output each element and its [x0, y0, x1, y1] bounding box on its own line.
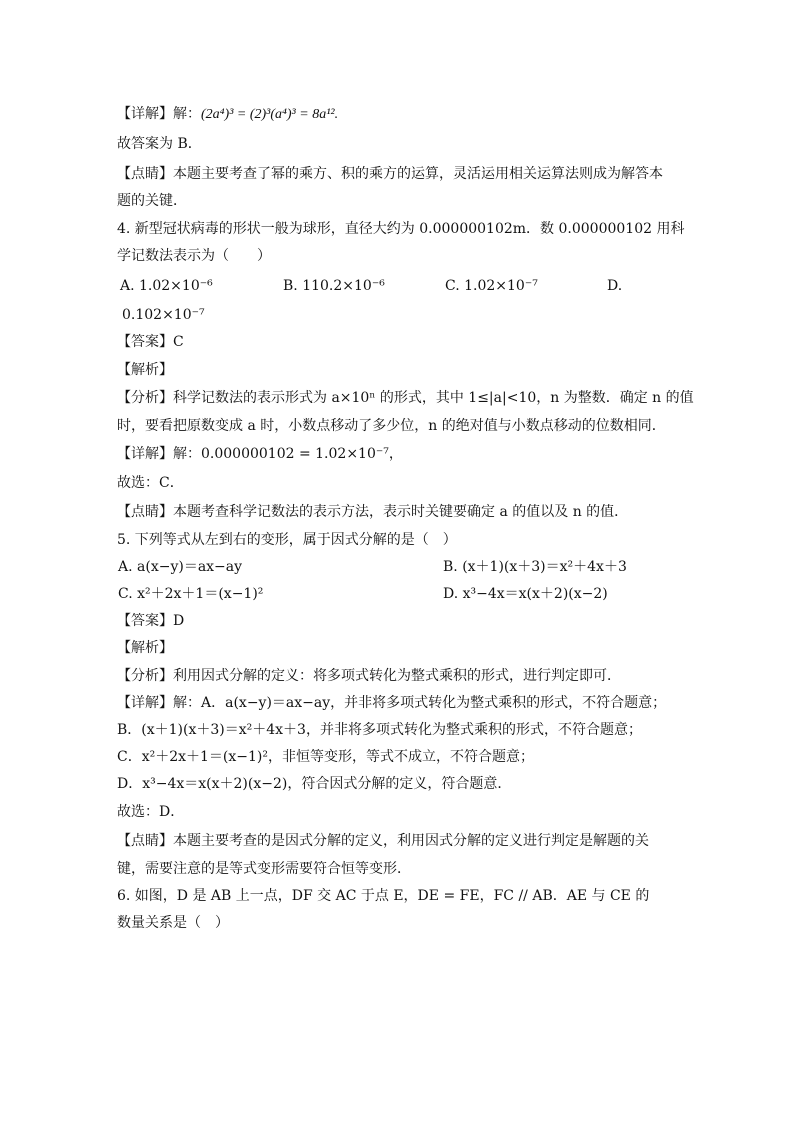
- q5-answer: 【答案】D: [117, 613, 185, 629]
- detail-line-q3: [117, 104, 338, 125]
- q5-option-b: B. (x＋1)(x＋3)＝x²＋4x＋3: [443, 559, 627, 575]
- q4-option-d: D.: [607, 278, 623, 294]
- comment-line-1: 【点睛】本题主要考查了幂的乘方、积的乘方的运算，灵活运用相关运算法则成为解答本: [117, 166, 663, 182]
- q5-detail-4: D．x³−4x＝x(x＋2)(x−2)，符合因式分解的定义，符合题意．: [117, 776, 512, 792]
- q4-detail: 【详解】解：0.000000102 = 1.02×10⁻⁷，: [117, 446, 403, 462]
- q5-option-c: C. x²＋2x＋1＝(x−1)²: [118, 586, 264, 602]
- q4-option-a: A. 1.02×10⁻⁶: [120, 278, 213, 294]
- answer-line: 故答案为 B．: [117, 136, 202, 152]
- q5-comment-2: 键，需要注意的是等式变形需要符合恒等变形．: [117, 861, 411, 877]
- detail-label: 【详解】解：: [117, 106, 201, 122]
- q4-option-c: C. 1.02×10⁻⁷: [445, 278, 538, 294]
- q4-answer: 【答案】C: [117, 334, 184, 350]
- q4-choice: 故选：C．: [117, 475, 184, 491]
- q5-detail-3: C．x²＋2x＋1＝(x−1)²，非恒等变形，等式不成立，不符合题意；: [117, 749, 534, 765]
- question-4-line-2: 学记数法表示为（ ）: [117, 248, 271, 264]
- q5-detail-2: B．(x＋1)(x＋3)＝x²＋4x＋3，并非将多项式转化为整式乘积的形式，不符合题意；: [117, 722, 642, 738]
- q5-analysis-heading: 【解析】: [117, 640, 173, 656]
- comment-line-2: 题的关键．: [117, 193, 187, 209]
- math-expr: (2a⁴)³ = (2)³(a⁴)³ = 8a¹².: [201, 107, 339, 122]
- q5-choice: 故选：D．: [117, 804, 185, 820]
- question-6-line-2: 数量关系是（ ）: [117, 915, 229, 931]
- q5-detail-1: 【详解】解：A．a(x−y)＝ax−ay，并非将多项式转化为整式乘积的形式，不符合题意；: [117, 695, 667, 711]
- q4-comment: 【点睛】本题考查科学记数法的表示方法，表示时关键要确定 a 的值以及 n 的值．: [117, 504, 629, 520]
- question-6-line-1: 6. 如图，D 是 AB 上一点，DF 交 AC 于点 E，DE = FE，FC // AB．AE 与 CE 的: [117, 888, 650, 904]
- q5-analysis: 【分析】利用因式分解的定义：将多项式转化为整式乘积的形式，进行判定即可．: [117, 668, 621, 684]
- q4-option-d-value: 0.102×10⁻⁷: [122, 307, 205, 323]
- q5-option-a: A. a(x−y)＝ax−ay: [118, 559, 243, 575]
- question-5: 5. 下列等式从左到右的变形，属于因式分解的是（ ）: [117, 532, 457, 548]
- question-4-line-1: 4. 新型冠状病毒的形状一般为球形，直径大约为 0.000000102m．数 0.000000102 用科: [117, 221, 685, 237]
- q5-comment-1: 【点睛】本题主要考查的是因式分解的定义，利用因式分解的定义进行判定是解题的关: [117, 833, 649, 849]
- q4-analysis-1: 【分析】科学记数法的表示形式为 a×10ⁿ 的形式，其中 1≤|a|<10，n 为整数．确定 n 的值: [117, 390, 694, 406]
- q4-analysis-heading: 【解析】: [117, 362, 173, 378]
- q4-option-b: B. 110.2×10⁻⁶: [283, 278, 385, 294]
- q4-analysis-2: 时，要看把原数变成 a 时，小数点移动了多少位，n 的绝对值与小数点移动的位数相同．: [117, 418, 666, 434]
- q5-option-d: D. x³−4x＝x(x＋2)(x−2): [443, 586, 608, 602]
